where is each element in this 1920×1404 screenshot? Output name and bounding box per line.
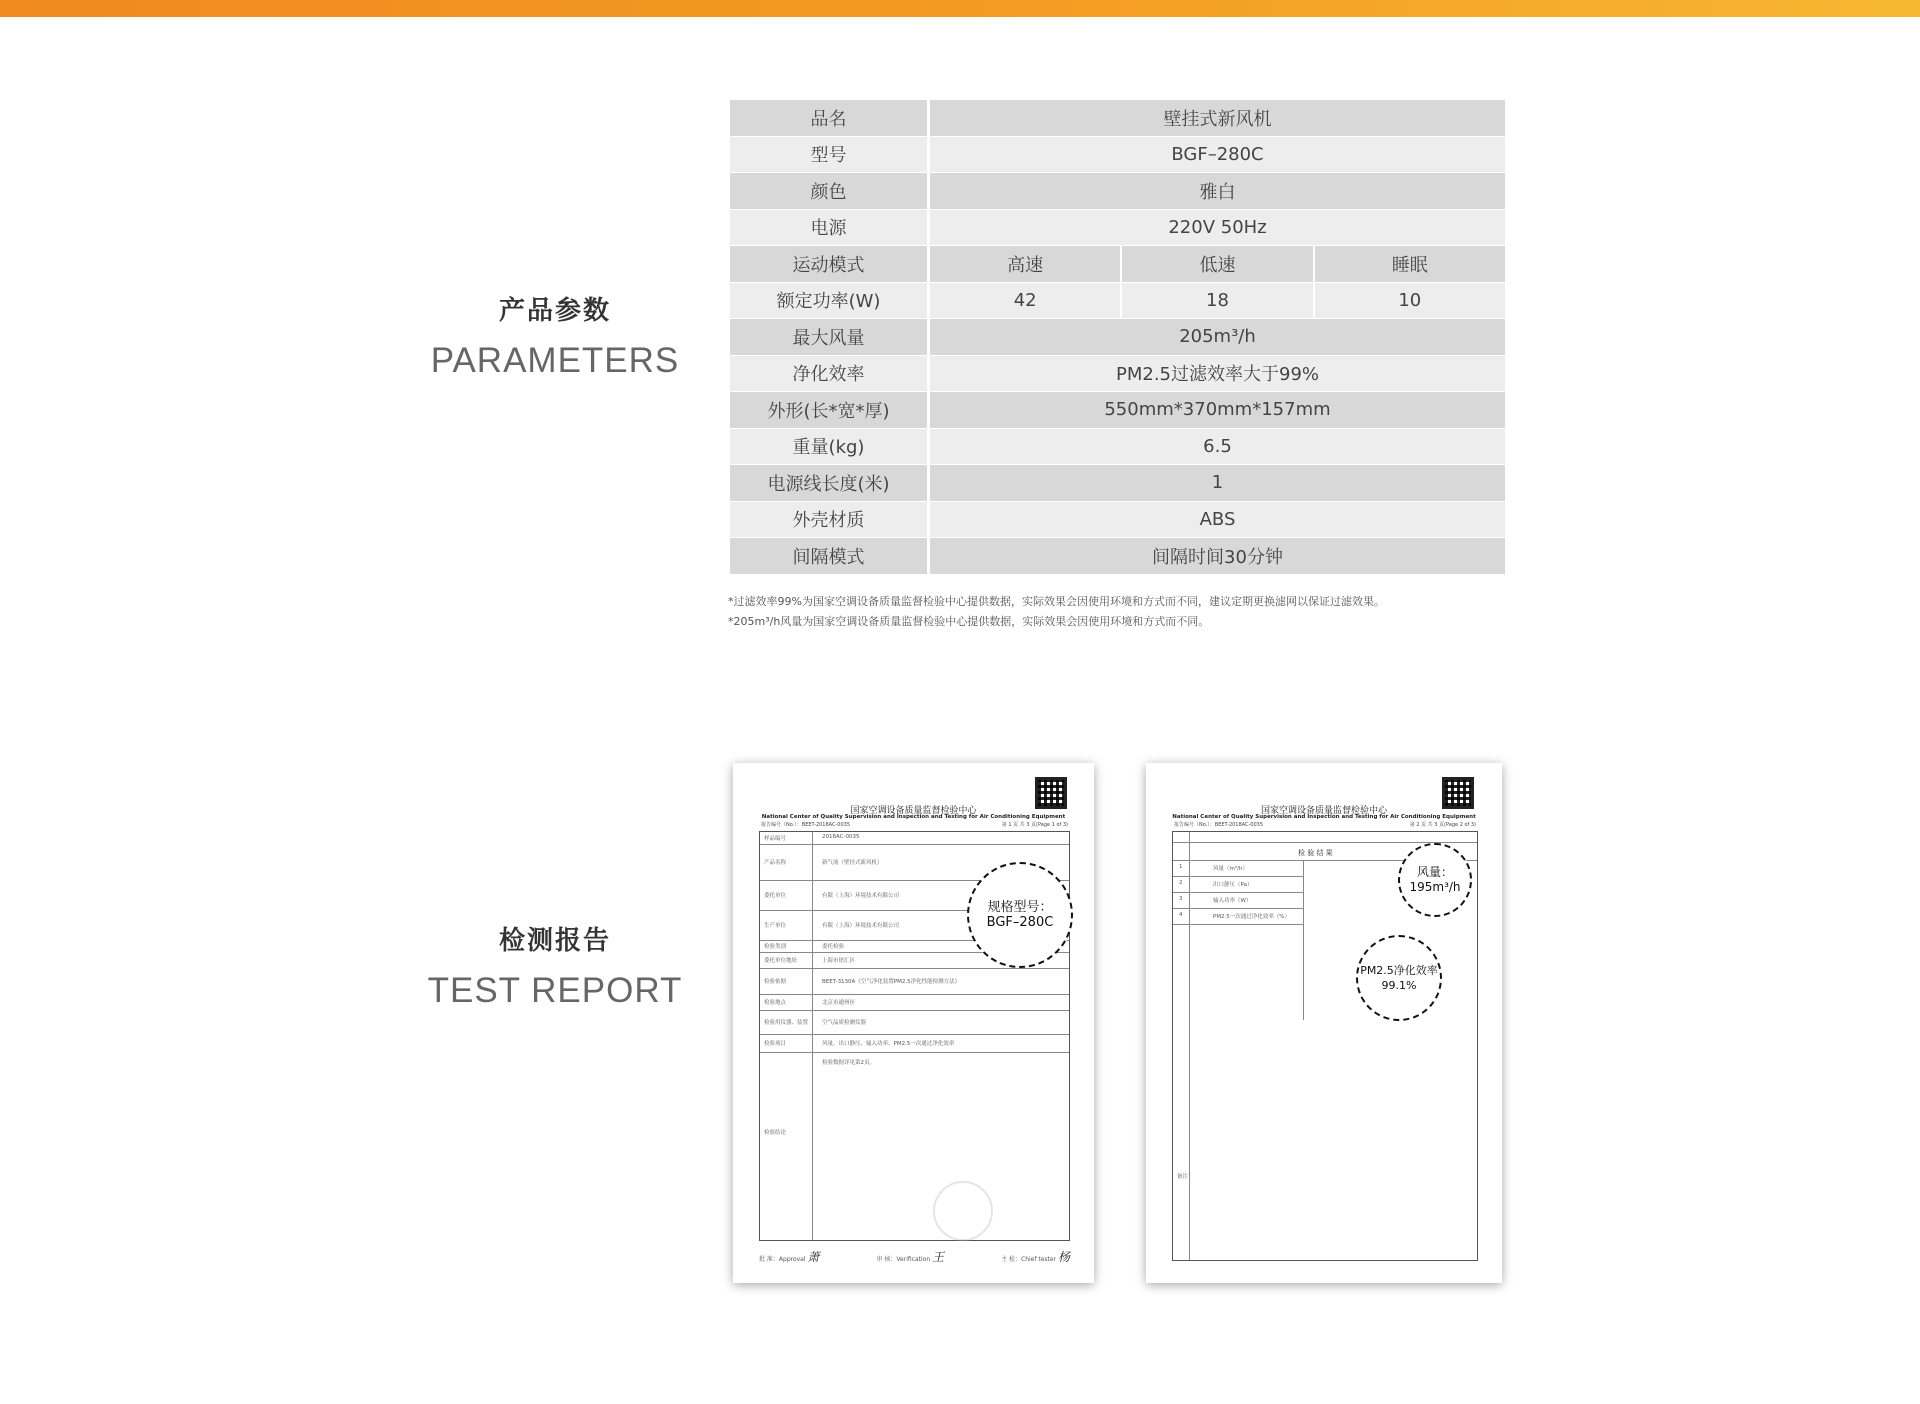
report-heading-zh: 检测报告 <box>498 926 611 956</box>
model-callout-value: BGF–280C <box>986 915 1054 930</box>
param-value: 6.5 <box>930 429 1505 466</box>
sig-verification <box>877 1248 945 1265</box>
param-label: 外壳材质 <box>730 502 930 539</box>
param-label: 最大风量 <box>730 319 930 356</box>
test-report-page-2[interactable] <box>1146 763 1502 1283</box>
param-label: 型号 <box>730 137 930 174</box>
param-row <box>730 137 1505 174</box>
sig-chief <box>1001 1248 1070 1265</box>
param-label: 额定功率(W) <box>730 283 930 320</box>
param-row <box>730 502 1505 539</box>
param-label: 净化效率 <box>730 356 930 393</box>
param-subvalue: 睡眠 <box>1315 246 1505 283</box>
param-subvalue: 低速 <box>1122 246 1314 283</box>
model-callout-label: 规格型号： <box>987 900 1053 915</box>
report-row-value: 检验数据详见第2页。 <box>822 1060 875 1066</box>
report-row-value: 风量、出口静压、输入功率、PM2.5一次通过净化效率 <box>822 1041 955 1047</box>
remark-label: 备注 <box>1177 1174 1189 1180</box>
param-value: BGF–280C <box>930 137 1505 174</box>
param-row <box>730 429 1505 466</box>
result-index: 4 <box>1179 912 1183 918</box>
param-subvalue: 高速 <box>930 246 1122 283</box>
report-subtitle: National Center of Quality Supervision and Inspection and Testing for Air Conditioning Equipment <box>761 814 1066 820</box>
signature-icon: 杨 <box>1057 1250 1070 1264</box>
signature-row <box>759 1248 1070 1265</box>
report-row-value: 北京市通州区 <box>822 1000 856 1006</box>
result-item: PM2.5一次通过净化效率（%） <box>1213 914 1291 920</box>
report-row-label: 检验用仪器、装置 <box>764 1020 809 1026</box>
report-heading <box>400 920 710 1011</box>
signature-icon: 萧 <box>807 1250 820 1264</box>
signature-icon: 王 <box>932 1250 945 1264</box>
report-row-value: 2018AC-0035 <box>822 834 860 840</box>
report-row-value: 新气流（壁挂式新风机） <box>822 860 883 866</box>
param-row <box>730 356 1505 393</box>
model-callout <box>967 862 1073 968</box>
report-row-value: BEET-3130A《空气净化装置PM2.5净化性能检测方法》 <box>822 979 961 985</box>
report-row-label: 检验结论 <box>764 1130 787 1136</box>
report-row-value: 上海市徐汇区 <box>822 958 856 964</box>
param-label: 重量(kg) <box>730 429 930 466</box>
result-item: 输入功率（W） <box>1213 898 1252 904</box>
report-heading-en: TEST REPORT <box>427 971 683 1010</box>
airflow-callout-value: 195m³/h <box>1409 880 1461 894</box>
param-label: 品名 <box>730 100 930 137</box>
report-title: 国家空调设备质量监督检验中心 <box>850 806 977 816</box>
report-row-value: 空气品质检测仪器 <box>822 1020 867 1026</box>
param-row <box>730 283 1505 320</box>
param-value: 205m³/h <box>930 319 1505 356</box>
report-row-label: 检验依据 <box>764 979 787 985</box>
report-page: 第 1 页 共 3 页(Page 1 of 3) <box>1001 822 1068 828</box>
sig-approval <box>759 1248 819 1265</box>
sig-verification-label: 审 核：Verification <box>876 1256 931 1263</box>
result-index: 3 <box>1179 896 1183 902</box>
report-row-value: 委托检验 <box>822 944 845 950</box>
result-index: 1 <box>1179 864 1183 870</box>
param-subvalue: 10 <box>1315 283 1505 320</box>
param-label: 电源 <box>730 210 930 247</box>
param-row <box>730 538 1505 575</box>
param-subvalue: 42 <box>930 283 1122 320</box>
result-item: 风量（m³/h） <box>1213 866 1248 872</box>
param-value: 1 <box>930 465 1505 502</box>
report-subtitle: National Center of Quality Supervision and Inspection and Testing for Air Conditioning Equipment <box>1172 814 1476 820</box>
parameters-heading-en: PARAMETERS <box>430 341 680 380</box>
parameters-heading <box>400 290 710 381</box>
report-row-label: 委托单位 <box>764 893 787 899</box>
footnotes <box>728 592 1385 632</box>
report-number: 报告编号（No.）：BEET-2018AC-0035 <box>761 822 851 828</box>
report-row-value: 有限（上海）环境技术有限公司 <box>822 893 900 899</box>
report-row-label: 生产单位 <box>764 923 787 929</box>
report-title: 国家空调设备质量监督检验中心 <box>1260 806 1387 816</box>
param-row <box>730 465 1505 502</box>
param-row <box>730 173 1505 210</box>
parameters-table <box>730 100 1505 575</box>
report-page: 第 2 页 共 3 页(Page 2 of 3) <box>1409 822 1476 828</box>
param-value: 220V 50Hz <box>930 210 1505 247</box>
param-row <box>730 100 1505 137</box>
results-header: 检 验 结 果 <box>1298 849 1333 857</box>
param-label: 间隔模式 <box>730 538 930 575</box>
report-meta <box>761 821 1068 828</box>
param-subvalue: 18 <box>1122 283 1314 320</box>
sig-chief-label: 主 检：Chief tester <box>1001 1256 1057 1263</box>
result-index: 2 <box>1179 880 1183 886</box>
param-row <box>730 246 1505 283</box>
param-label: 外形(长*宽*厚) <box>730 392 930 429</box>
efficiency-callout-value: 99.1% <box>1381 979 1417 992</box>
seal-icon <box>933 1181 993 1241</box>
param-value: PM2.5过滤效率大于99% <box>930 356 1505 393</box>
param-value: 间隔时间30分钟 <box>930 538 1505 575</box>
top-accent-bar <box>0 0 1920 17</box>
param-value: 壁挂式新风机 <box>930 100 1505 137</box>
report-number: 报告编号（No.）：BEET-2018AC-0035 <box>1174 822 1264 828</box>
report-row-label: 委托单位地址 <box>764 958 798 964</box>
param-label: 电源线长度(米) <box>730 465 930 502</box>
report-row-label: 检验类别 <box>764 944 787 950</box>
airflow-callout <box>1398 843 1472 917</box>
report-row-label: 检验项目 <box>764 1041 787 1047</box>
footnote-1: *过滤效率99%为国家空调设备质量监督检验中心提供数据，实际效果会因使用环境和方式而不同，建议定期更换滤网以保证过滤效果。 <box>728 595 1385 608</box>
param-value: 550mm*370mm*157mm <box>930 392 1505 429</box>
param-label: 运动模式 <box>730 246 930 283</box>
test-report-page-1[interactable] <box>733 763 1094 1283</box>
report-row-label: 产品名称 <box>764 860 787 866</box>
sig-approval-label: 批 准：Approval <box>759 1256 806 1263</box>
airflow-callout-label: 风量： <box>1416 865 1453 879</box>
param-label: 颜色 <box>730 173 930 210</box>
param-row <box>730 392 1505 429</box>
efficiency-callout-label: PM2.5净化效率 <box>1360 964 1438 977</box>
param-row <box>730 210 1505 247</box>
efficiency-callout <box>1356 935 1442 1021</box>
report-row-label: 检验地点 <box>764 1000 787 1006</box>
param-value: ABS <box>930 502 1505 539</box>
param-value: 雅白 <box>930 173 1505 210</box>
report-meta <box>1174 821 1476 828</box>
param-row <box>730 319 1505 356</box>
result-item: 出口静压（Pa） <box>1213 882 1253 888</box>
report-row-value: 有限（上海）环境技术有限公司 <box>822 923 900 929</box>
parameters-heading-zh: 产品参数 <box>498 296 611 326</box>
report-row-label: 样品编号 <box>764 836 787 842</box>
footnote-2: *205m³/h风量为国家空调设备质量监督检验中心提供数据，实际效果会因使用环境和方式而不同。 <box>728 615 1210 628</box>
